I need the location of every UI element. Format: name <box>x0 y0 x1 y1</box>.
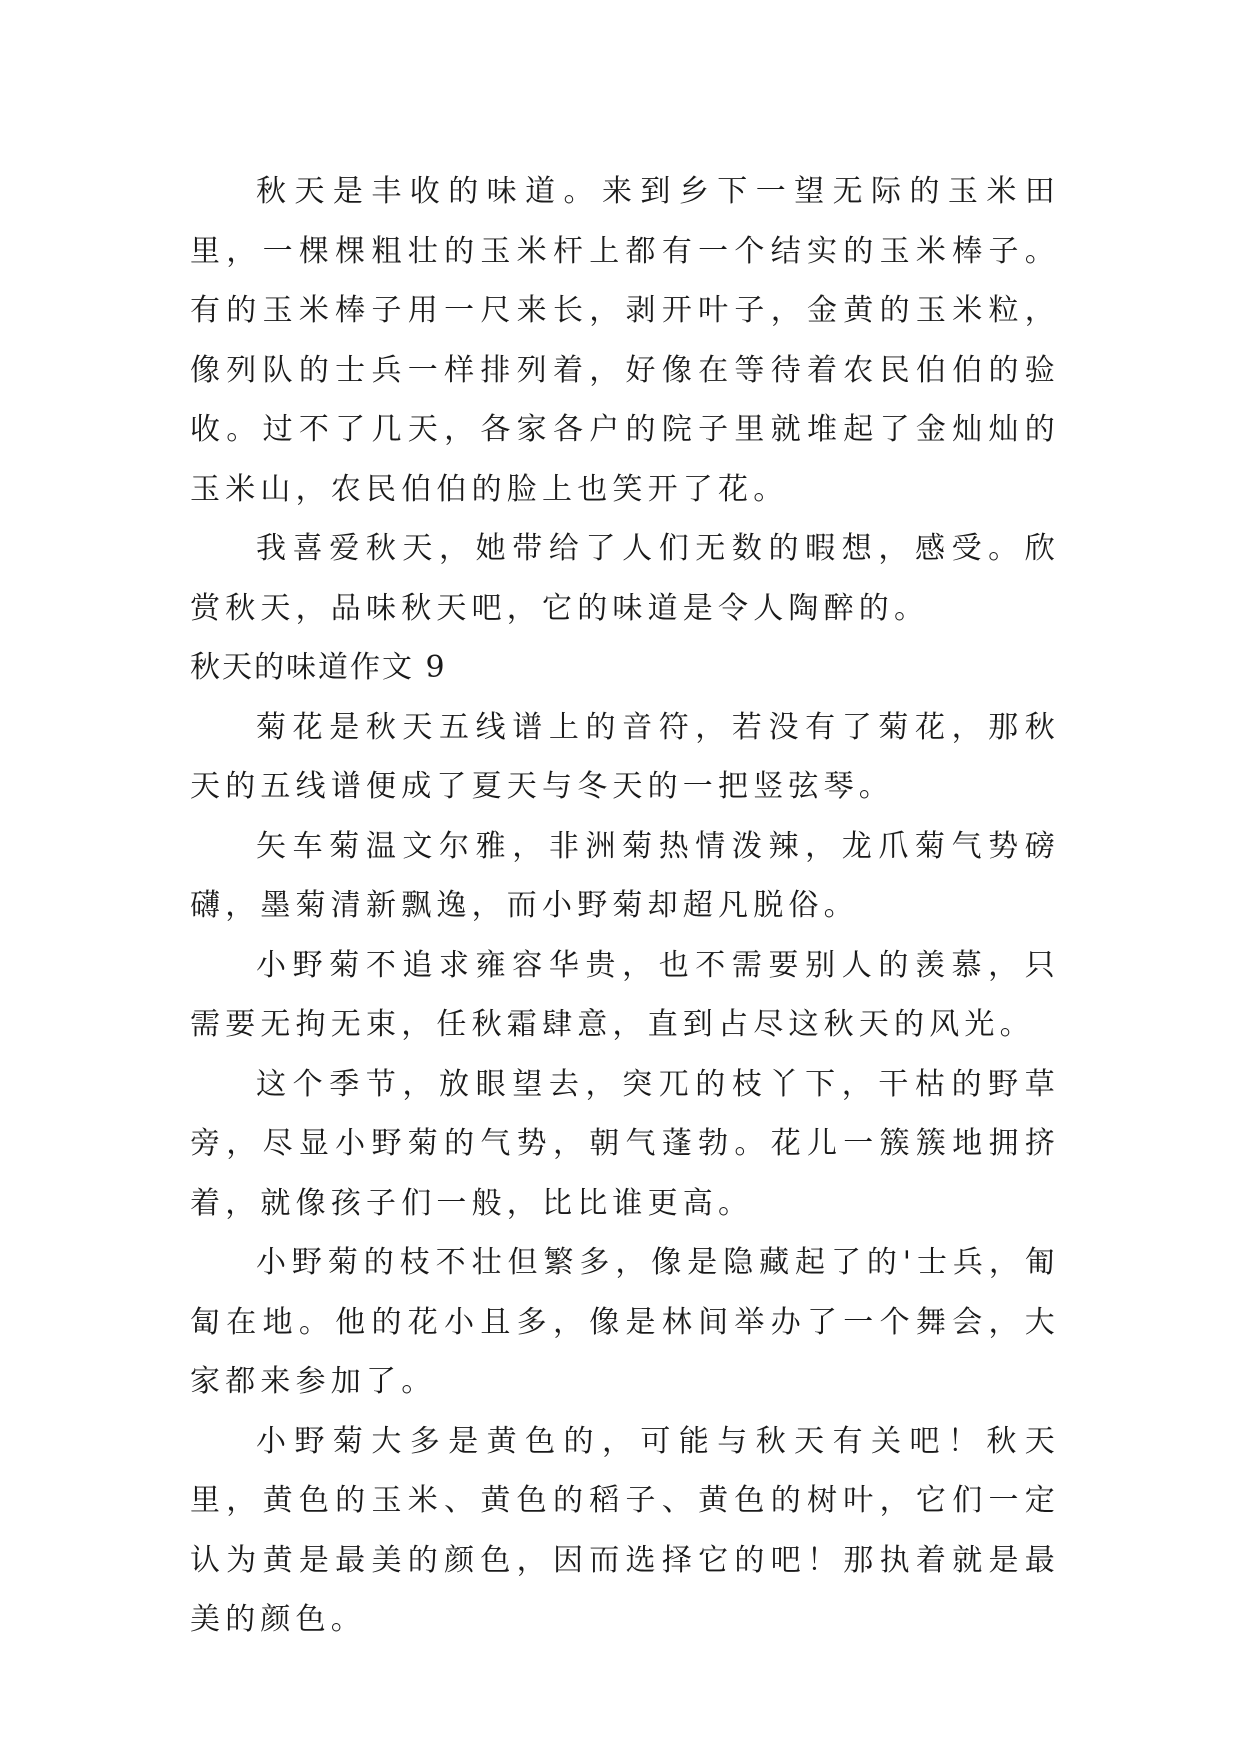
paragraph-season: 这个季节，放眼望去，突兀的枝丫下，干枯的野草旁，尽显小野菊的气势，朝气蓬勃。花儿一簇簇地拥挤着，就像孩子们一般，比比谁更高。 <box>190 1066 1060 1221</box>
paragraph-chrysanthemum-intro: 菊花是秋天五线谱上的音符，若没有了菊花，那秋天的五线谱便成了夏天与冬天的一把竖弦琴。 <box>190 709 1060 804</box>
document-page <box>190 162 1060 1650</box>
paragraph-yellow: 小野菊大多是黄色的，可能与秋天有关吧！秋天里，黄色的玉米、黄色的稻子、黄色的树叶，它们一定认为黄是最美的颜色，因而选择它的吧！那执着就是最美的颜色。 <box>190 1423 1060 1637</box>
paragraph-harvest: 秋天是丰收的味道。来到乡下一望无际的玉米田里，一棵棵粗壮的玉米杆上都有一个结实的玉米棒子。有的玉米棒子用一尺来长，剥开叶子，金黄的玉米粒，像列队的士兵一样排列着，好像在等待着农民伯伯的验收。过不了几天，各家各户的院子里就堆起了金灿灿的玉米山，农民伯伯的脸上也笑开了花。 <box>190 174 1060 507</box>
essay-heading: 秋天的味道作文 9 <box>190 650 447 685</box>
paragraph-wild-chrysanthemum: 小野菊不追求雍容华贵，也不需要别人的羡慕，只需要无拘无束，任秋霜肆意，直到占尽这秋天的风光。 <box>190 947 1060 1042</box>
paragraph-love-autumn: 我喜爱秋天，她带给了人们无数的暇想，感受。欣赏秋天，品味秋天吧，它的味道是令人陶醉的。 <box>190 531 1060 626</box>
paragraph-branches: 小野菊的枝不壮但繁多，像是隐藏起了的'士兵，匍匐在地。他的花小且多，像是林间举办了一个舞会，大家都来参加了。 <box>190 1245 1060 1399</box>
paragraph-chrysanthemum-types: 矢车菊温文尔雅，非洲菊热情泼辣，龙爪菊气势磅礴，墨菊清新飘逸，而小野菊却超凡脱俗。 <box>190 828 1060 923</box>
